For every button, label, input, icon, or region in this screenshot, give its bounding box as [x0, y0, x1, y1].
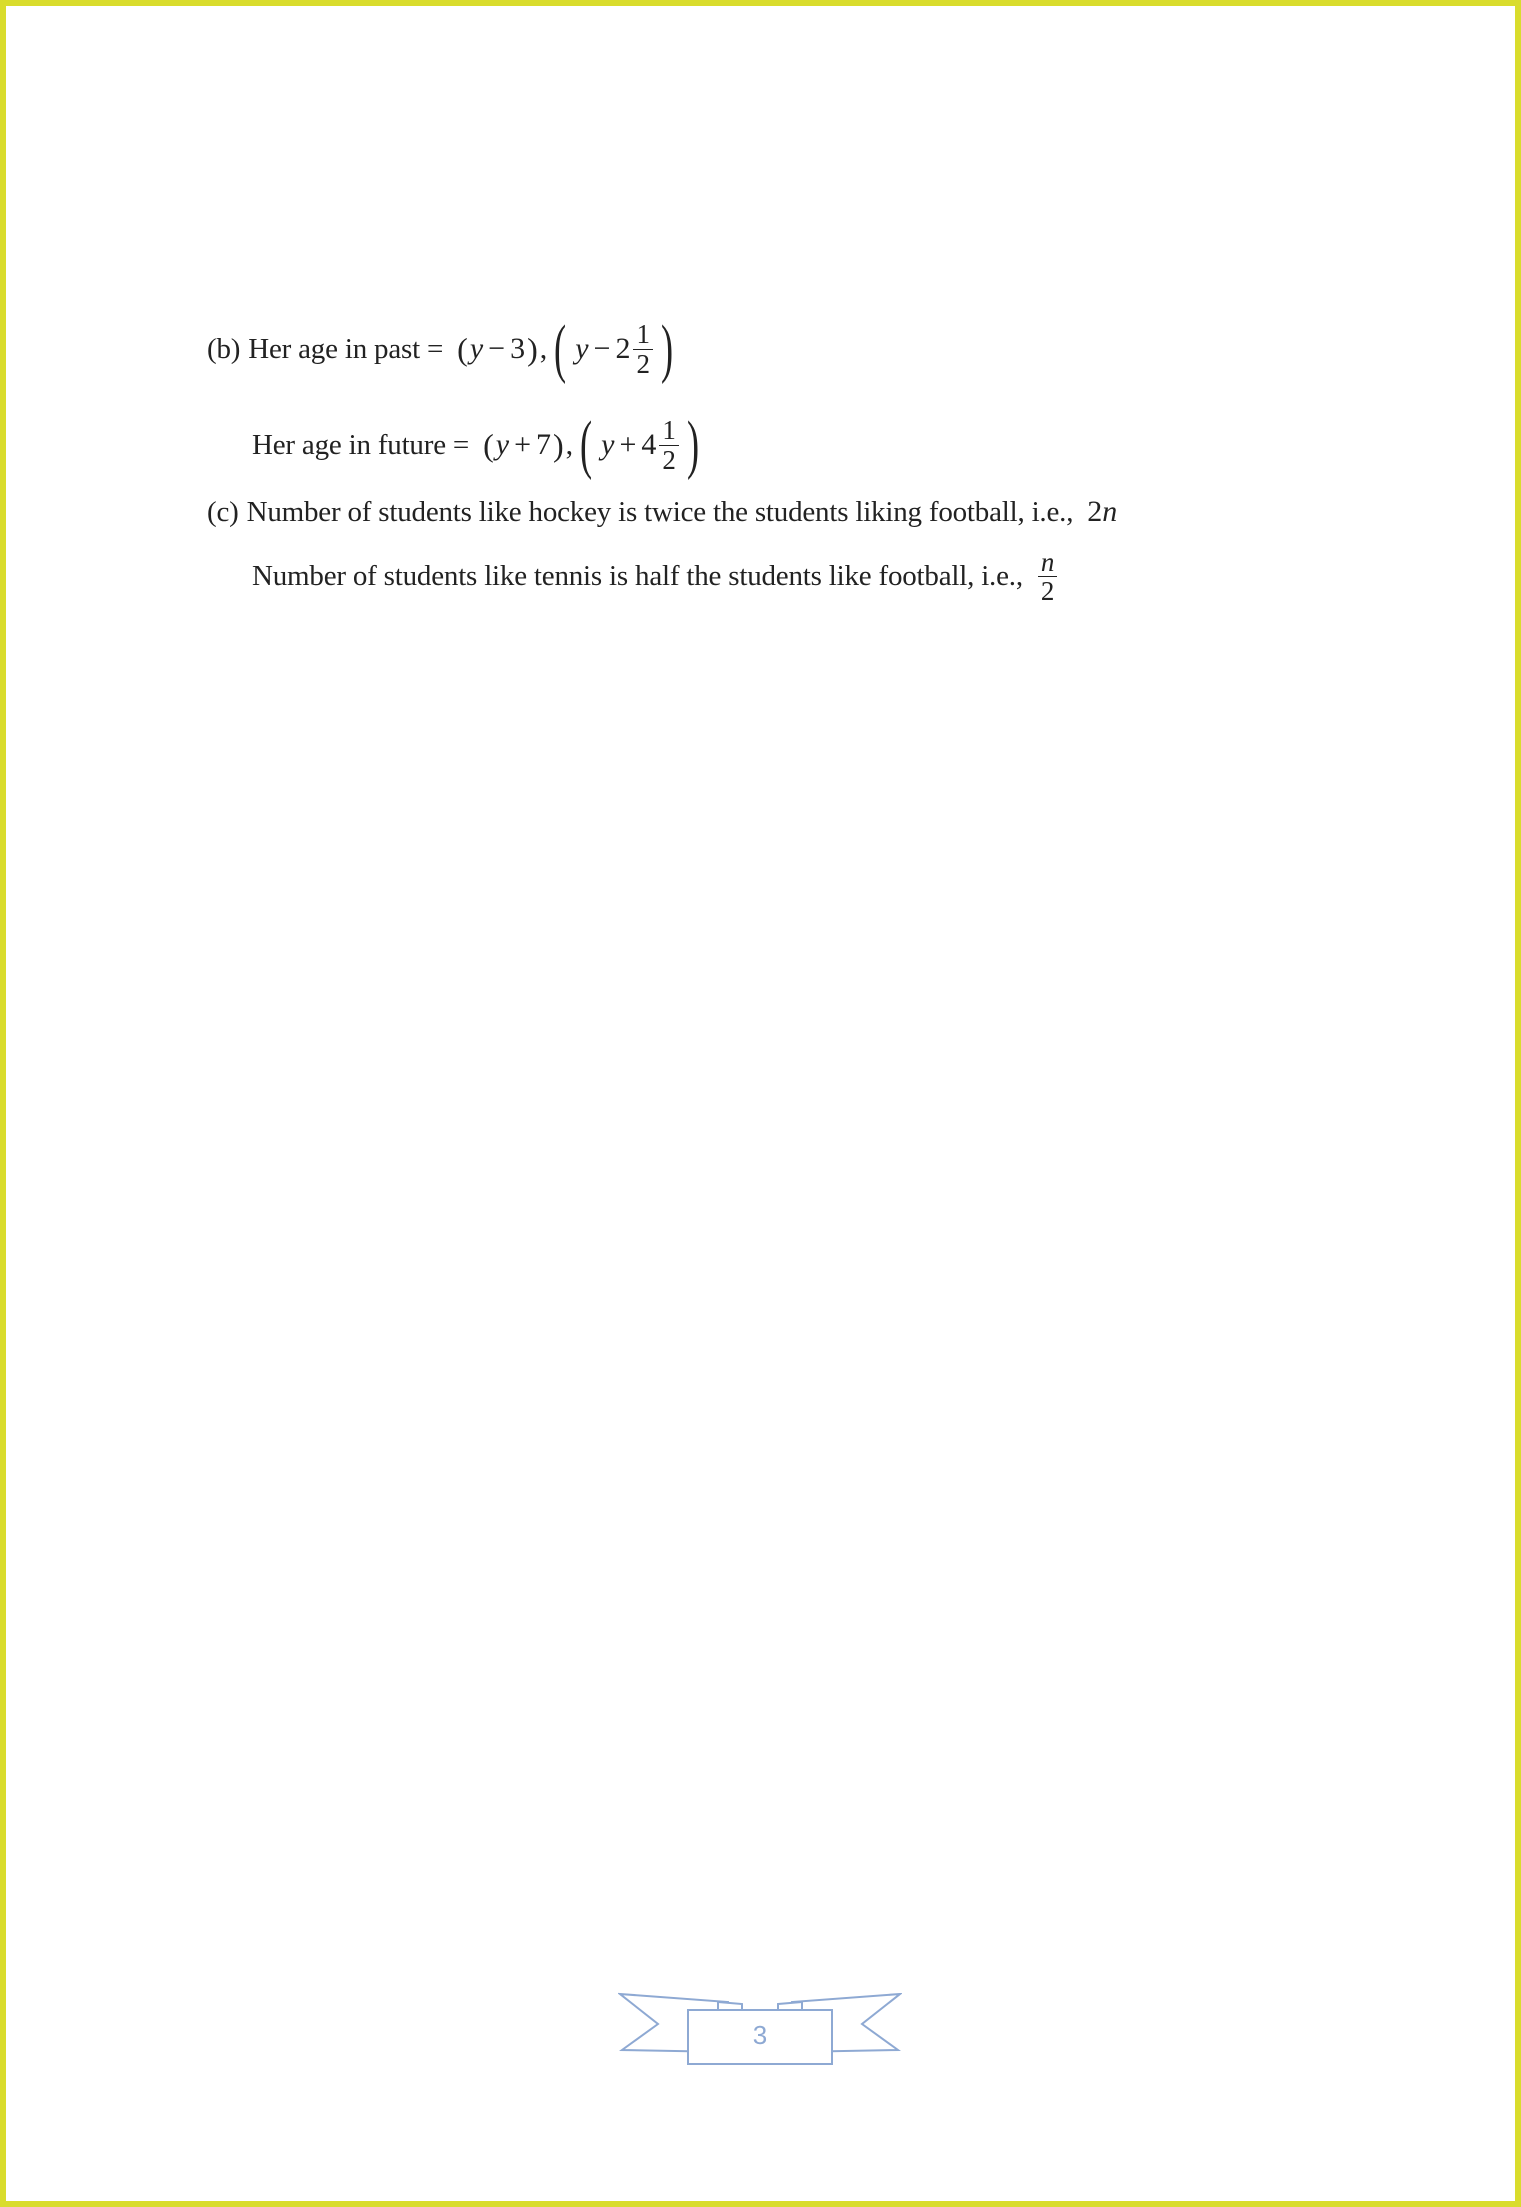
section-marker-c: (c) [207, 495, 239, 528]
page-number: 3 [752, 2020, 768, 2050]
page-number-ribbon [618, 1990, 902, 2070]
section-b-line-future [252, 408, 704, 481]
tennis-answer [1035, 548, 1061, 606]
section-c-line-hockey [207, 495, 1117, 529]
fraction: $\frac{1}{2}$ [633, 320, 653, 378]
past-age-label: Her age in past = [248, 332, 444, 365]
fraction: $\frac{1}{2}$ [659, 416, 679, 474]
section-c-line-tennis [252, 548, 1060, 606]
past-age-expr-2: ( y − 2 $\frac{1}{2}$ ) [554, 312, 674, 385]
future-age-expr-2: ( y + 4 $\frac{1}{2}$ ) [580, 408, 699, 481]
section-marker-b: (b) [207, 332, 241, 365]
past-age-expr-1: ( y − 3 ) , [457, 330, 548, 367]
future-age-label: Her age in future = [252, 428, 470, 461]
hockey-answer: 2 n [1087, 495, 1118, 528]
hockey-statement: Number of students like hockey is twice the students liking football, i.e., [246, 495, 1074, 528]
fraction: $\frac{n}{2}$ [1038, 548, 1058, 606]
tennis-statement: Number of students like tennis is half the students like football, i.e., [252, 560, 1023, 593]
section-b-line-past [207, 312, 678, 385]
future-age-expr-1: ( y + 7 ) , [483, 426, 574, 463]
